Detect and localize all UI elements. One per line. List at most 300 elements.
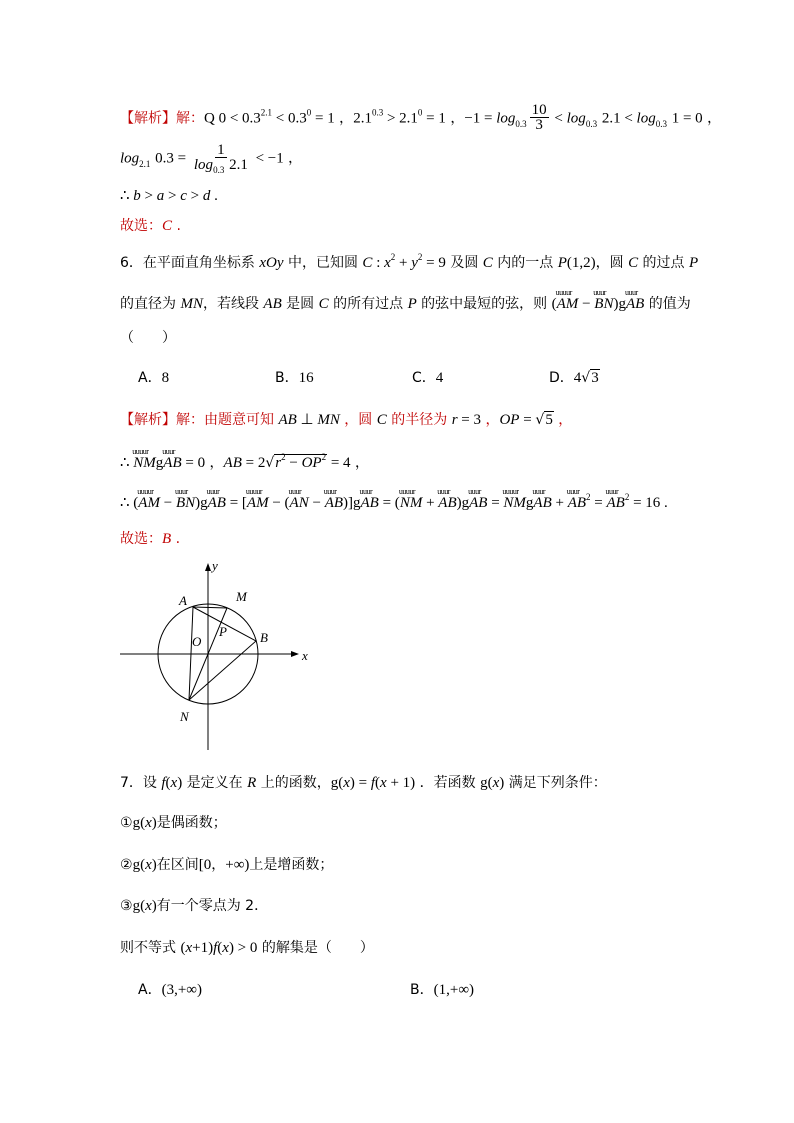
vector-arrow-mark: uuur — [624, 288, 638, 297]
math-text: < −1 — [251, 150, 284, 167]
point-label-p: P — [219, 624, 227, 639]
math-text: g — [155, 455, 164, 471]
text-run: 的过点 — [638, 255, 690, 271]
math-variable: C — [628, 255, 639, 271]
vector — [468, 487, 488, 515]
text-run: A． — [138, 982, 162, 998]
math-variable: x — [145, 815, 152, 831]
subscript: 0.3 — [655, 118, 667, 129]
math-variable: x — [170, 775, 178, 791]
text-run: ① — [120, 815, 133, 831]
superscript: 2.1 — [260, 107, 273, 118]
text-run: 有一个零点为 2． — [156, 898, 269, 914]
math-text: 3 — [535, 117, 543, 133]
math-text: 16 — [298, 370, 314, 386]
q7-condition-3 — [120, 894, 268, 918]
square-root — [535, 408, 553, 432]
math-text: = 4 — [327, 455, 351, 471]
text-run: B． — [275, 370, 299, 386]
q6-stem-line-2 — [120, 288, 691, 316]
vector — [605, 487, 630, 515]
text-run: 及圆 — [445, 255, 483, 271]
highlight-variable: B — [162, 531, 172, 547]
highlight-text: 故选： — [120, 218, 162, 234]
text-run: ，圆 — [595, 255, 629, 271]
axis-label-y: y — [212, 558, 218, 573]
math-text: 10 — [531, 102, 547, 118]
vector-arrow-mark: uuur — [162, 447, 175, 456]
q5-solution-line-3 — [120, 184, 218, 208]
math-text: )]g — [343, 495, 361, 511]
point-label-b: B — [260, 630, 268, 645]
superscript: 2 — [417, 252, 423, 262]
highlight-variable: C — [162, 218, 173, 234]
text-run: 中，已知圆 — [283, 255, 363, 271]
math-variable: x — [145, 898, 152, 914]
q6-options — [138, 366, 686, 390]
text-run: 是圆 — [281, 296, 319, 312]
vector-arrow-mark: uuur — [605, 487, 619, 496]
vector-name: AB — [324, 495, 344, 511]
text-run: 是定义在 — [182, 775, 248, 791]
math-text: ) — [151, 857, 157, 873]
math-text: )g — [195, 495, 208, 511]
math-text: : — [372, 255, 385, 271]
vector-name: AB — [533, 495, 552, 511]
math-text: ( — [165, 775, 171, 791]
math-variable: a — [156, 188, 165, 204]
math-text: − — [578, 296, 595, 312]
math-text: 4 — [573, 370, 582, 386]
math-variable: MN — [317, 412, 340, 428]
vector — [555, 288, 579, 316]
math-text: = — [590, 495, 607, 511]
vector-name: BN — [594, 296, 614, 312]
vector — [624, 288, 645, 316]
q6-stem-line-1 — [120, 251, 698, 275]
text-run: 则不等式 — [120, 940, 181, 956]
math-variable: f — [161, 775, 166, 791]
text-run: C． — [412, 370, 436, 386]
vector-arrow-mark: uuuur — [245, 487, 263, 496]
vector-arrow-mark: uuuur — [132, 447, 149, 456]
vector-arrow-mark: uuur — [566, 487, 580, 496]
math-text: > — [186, 188, 203, 204]
q5-answer — [120, 214, 181, 238]
text-run: 满足下列条件： — [504, 775, 607, 791]
vector — [323, 487, 344, 515]
math-variable: f — [213, 940, 218, 956]
text-run: 的解集是（ ） — [257, 940, 374, 956]
vector-name: AB — [360, 495, 379, 511]
math-variable: log — [566, 110, 586, 127]
highlight-text: 的半径为 — [386, 412, 452, 428]
vector-arrow-mark: uuuur — [398, 487, 415, 496]
math-text: 3 — [591, 370, 599, 386]
radicand — [274, 454, 327, 471]
math-text: = 1 — [311, 110, 335, 127]
q6-answer-blank — [120, 326, 176, 350]
text-run: 的直径为 — [120, 296, 181, 312]
math-variable: y — [411, 255, 418, 271]
math-text: = 0 — [181, 455, 206, 471]
highlight-text: . — [172, 218, 181, 234]
math-text: 8 — [161, 370, 170, 386]
text-run: 7．设 — [120, 775, 162, 791]
answer-option — [138, 978, 410, 1002]
subscript: 2.1 — [139, 158, 151, 169]
q7-question — [120, 936, 374, 960]
point-label-n: N — [180, 709, 189, 724]
square-root — [581, 366, 599, 390]
radicand — [590, 369, 600, 386]
math-text: = 16 . — [629, 495, 668, 511]
vector-name: AB — [207, 495, 226, 511]
point-label-m: M — [236, 589, 247, 604]
vector-name: AM — [138, 495, 160, 511]
text-run: 的值为 — [644, 296, 691, 312]
math-text: 1 = 0 — [667, 110, 703, 127]
subscript: 0.3 — [213, 165, 225, 175]
q6-solution-line-3 — [120, 487, 668, 515]
math-text: g( — [132, 815, 146, 831]
text-run: ．若函数 — [415, 775, 481, 791]
q7-options — [138, 978, 682, 1002]
highlight-text: ， — [553, 412, 573, 428]
math-text: ) — [151, 815, 157, 831]
highlight-text: . — [171, 531, 181, 547]
math-text: +∞) — [225, 857, 250, 873]
highlight-text: 【解析】 — [120, 110, 176, 127]
vector-arrow-mark: uuur — [323, 487, 337, 496]
math-text: ) — [177, 775, 183, 791]
math-variable: P — [689, 255, 699, 271]
vector-name: AM — [556, 296, 579, 312]
q7-stem — [120, 771, 607, 795]
superscript: 2 — [624, 492, 630, 502]
math-text: ∴ — [120, 455, 134, 471]
math-variable: x — [222, 940, 229, 956]
math-variable: C — [376, 412, 387, 428]
vector — [566, 487, 591, 515]
math-variable: x — [185, 940, 193, 956]
math-text: < 0.3 — [272, 110, 307, 127]
vector-arrow-mark: uuur — [288, 487, 302, 496]
math-variable: r — [275, 455, 282, 471]
math-text: + — [395, 255, 412, 271]
math-variable: OP — [301, 455, 322, 471]
math-variable: C — [362, 255, 373, 271]
text-run: 在区间 — [156, 857, 199, 873]
math-variable: f — [370, 775, 376, 791]
math-text: 2.1 < — [598, 110, 637, 127]
point-label-a: A — [179, 593, 187, 608]
math-text: g( — [480, 775, 493, 791]
point-label-o: O — [192, 634, 202, 649]
q6-solution-line-2 — [120, 447, 369, 475]
math-text: ( — [375, 775, 381, 791]
fraction — [192, 142, 250, 175]
vector — [593, 288, 614, 316]
math-variable: x — [380, 775, 387, 791]
text-run: ， — [702, 110, 722, 127]
axis-label-x: x — [302, 648, 308, 663]
math-text: )g — [613, 296, 626, 312]
vector-arrow-mark: uuuur — [502, 487, 519, 496]
text-run: （ ） — [120, 330, 176, 346]
radicand — [544, 411, 554, 428]
segment-nb — [189, 641, 256, 700]
highlight-text: 解：由题意可知 — [176, 412, 279, 428]
highlight-text: ，圆 — [339, 412, 377, 428]
math-text: ( — [551, 296, 557, 312]
vector-name: BN — [175, 495, 196, 511]
vector-name: NM — [133, 455, 156, 471]
math-text: (1,2) — [566, 255, 596, 271]
vector-name: NM — [399, 495, 423, 511]
math-text: Q 0 < 0.3 — [204, 110, 261, 127]
vector-arrow-mark: uuur — [174, 487, 188, 496]
math-text: < — [550, 110, 567, 127]
highlight-text: ， — [481, 412, 500, 428]
vector-name: AB — [567, 495, 587, 511]
text-run: 上是增函数； — [249, 857, 334, 873]
math-variable: c — [180, 188, 187, 204]
fraction-denominator — [192, 157, 250, 175]
math-text: ) — [499, 775, 505, 791]
y-axis-arrow-icon — [205, 563, 211, 571]
math-text: − ( — [268, 495, 290, 511]
text-run: ， — [350, 455, 369, 471]
superscript: 2 — [390, 252, 396, 262]
math-text: g( — [132, 898, 146, 914]
math-variable: log — [193, 157, 214, 173]
math-text: > 2.1 — [383, 110, 418, 127]
vector — [137, 487, 160, 515]
math-text: − — [159, 495, 176, 511]
q5-solution-line-2 — [120, 142, 303, 175]
text-run: 的所有过点 — [328, 296, 408, 312]
math-variable: x — [492, 775, 500, 791]
math-variable: P — [407, 296, 417, 312]
vector — [437, 487, 457, 515]
math-text: + — [551, 495, 568, 511]
math-variable: x — [145, 857, 152, 873]
vector — [132, 447, 156, 475]
vector-name: NM — [503, 495, 526, 511]
superscript: 2 — [321, 452, 327, 462]
math-text: ⊥ — [296, 412, 318, 428]
subscript: 0.3 — [585, 118, 598, 129]
highlight-text: 解： — [176, 110, 204, 127]
math-variable: MN — [180, 296, 203, 312]
math-text: g( — [132, 857, 146, 873]
math-text: ) = — [349, 775, 371, 791]
math-text: ∴ — [120, 188, 134, 204]
math-text: = ( — [378, 495, 400, 511]
fraction-denominator — [533, 118, 545, 132]
math-text: + — [422, 495, 439, 511]
math-variable: C — [482, 255, 493, 271]
math-text: + 1) — [386, 775, 416, 791]
text-run: 上的函数， — [256, 775, 331, 791]
vector-arrow-mark: uuuur — [555, 288, 572, 297]
answer-option — [549, 366, 686, 390]
math-variable: R — [247, 775, 257, 791]
math-variable: log — [120, 150, 140, 167]
radical-sign-icon — [535, 412, 544, 428]
highlight-text: 【解析】 — [120, 412, 176, 428]
math-variable: P — [557, 255, 567, 271]
math-variable: r — [451, 412, 458, 428]
superscript: 0.3 — [371, 107, 384, 118]
math-text: − — [285, 455, 302, 471]
text-run: ， — [283, 150, 303, 167]
subscript: 0.3 — [515, 118, 527, 129]
math-text: g( — [330, 775, 344, 791]
math-variable: AB — [223, 455, 242, 471]
vector-arrow-mark: uuur — [468, 487, 481, 496]
math-variable: log — [496, 110, 516, 127]
math-text: = — [487, 495, 504, 511]
fraction-numerator — [215, 143, 227, 158]
math-text: = — [519, 412, 536, 428]
vector — [174, 487, 196, 515]
math-text: = 1 — [422, 110, 446, 127]
math-text: [0 — [198, 857, 212, 873]
math-variable: C — [318, 296, 329, 312]
q6-solution-line-1 — [120, 408, 572, 432]
text-run: ② — [120, 857, 133, 873]
vector-name: AN — [289, 495, 309, 511]
vector — [398, 487, 423, 515]
vector-arrow-mark: uuuur — [137, 487, 154, 496]
vector-name: AB — [438, 495, 457, 511]
math-text: −1 = — [464, 110, 497, 127]
math-text: = [ — [225, 495, 247, 511]
vector — [359, 487, 379, 515]
math-variable: AB — [263, 296, 282, 312]
radical-sign-icon — [265, 455, 274, 471]
text-run: D． — [549, 370, 574, 386]
highlight-text: 故选： — [120, 531, 162, 547]
vector — [206, 487, 226, 515]
segment-am — [193, 607, 227, 608]
text-run: ， — [334, 110, 354, 127]
fraction-numerator — [530, 103, 549, 118]
math-text: 0.3 = — [151, 150, 190, 167]
math-text: > — [140, 188, 157, 204]
math-text: 1 — [217, 142, 225, 158]
math-text: )g — [456, 495, 470, 511]
math-text: ( — [180, 940, 186, 956]
vector-name: AB — [625, 296, 645, 312]
math-text: 2.1 — [353, 110, 372, 127]
answer-option — [138, 366, 275, 390]
math-variable: b — [133, 188, 141, 204]
answer-option — [410, 978, 682, 1002]
superscript: 0 — [417, 107, 423, 118]
math-variable: x — [384, 255, 391, 271]
fraction — [530, 103, 549, 132]
square-root — [265, 451, 327, 475]
text-run: ， — [445, 110, 465, 127]
superscript: 0 — [306, 107, 312, 118]
vector — [245, 487, 269, 515]
math-variable: log — [636, 110, 656, 127]
math-text: ) > 0 — [228, 940, 258, 956]
vector — [502, 487, 526, 515]
math-variable: x — [343, 775, 350, 791]
text-run: ，若线段 — [202, 296, 264, 312]
q7-condition-2 — [120, 853, 333, 877]
vector-arrow-mark: uuur — [359, 487, 373, 496]
vector-arrow-mark: uuur — [593, 288, 606, 297]
math-text: = 3 — [457, 412, 481, 428]
answer-option — [412, 366, 549, 390]
vector-arrow-mark: uuur — [532, 487, 546, 496]
vector-arrow-mark: uuur — [437, 487, 450, 496]
circle-coordinate-figure — [110, 550, 320, 760]
answer-option — [275, 366, 412, 390]
math-variable: OP — [499, 412, 520, 428]
math-text: ∴ ( — [120, 495, 139, 511]
math-text: − — [308, 495, 325, 511]
math-text: 2.1 — [225, 157, 248, 173]
vector-name: AB — [469, 495, 488, 511]
math-text: +1) — [192, 940, 214, 956]
math-text: = 9 — [422, 255, 446, 271]
x-axis-arrow-icon — [291, 651, 299, 657]
math-text: 4 — [435, 370, 444, 386]
superscript: 2 — [586, 492, 591, 502]
text-run: 6．在平面直角坐标系 — [120, 255, 260, 271]
math-text: ) — [151, 898, 157, 914]
superscript: 2 — [281, 452, 286, 462]
math-variable: d — [202, 188, 211, 204]
q5-solution-line-1 — [120, 102, 722, 133]
vector — [162, 447, 182, 475]
vector-name: AB — [606, 495, 625, 511]
math-text: g — [525, 495, 534, 511]
math-text: ( — [217, 940, 223, 956]
math-text: (3,+∞) — [161, 982, 202, 998]
q6-answer — [120, 527, 180, 551]
vector-name: AM — [246, 495, 269, 511]
text-run: A． — [138, 370, 162, 386]
vector — [288, 487, 309, 515]
q7-condition-1 — [120, 811, 227, 835]
math-text: . — [210, 188, 218, 204]
text-run: B． — [410, 982, 434, 998]
math-text: (1,+∞) — [433, 982, 475, 998]
math-text: > — [164, 188, 181, 204]
text-run: 是偶函数； — [156, 815, 227, 831]
text-run: 内的一点 — [492, 255, 558, 271]
radical-sign-icon — [581, 370, 590, 386]
text-run: 的弦中最短的弦，则 — [416, 296, 552, 312]
vector — [532, 487, 552, 515]
text-run: ， — [205, 455, 224, 471]
math-variable: xOy — [259, 255, 284, 271]
vector-name: AB — [163, 455, 182, 471]
math-text: = 2 — [241, 455, 266, 471]
text-run: ， — [211, 857, 226, 873]
vector-arrow-mark: uuur — [206, 487, 220, 496]
math-variable: AB — [278, 412, 297, 428]
math-text: 5 — [545, 412, 553, 428]
text-run: ③ — [120, 898, 133, 914]
